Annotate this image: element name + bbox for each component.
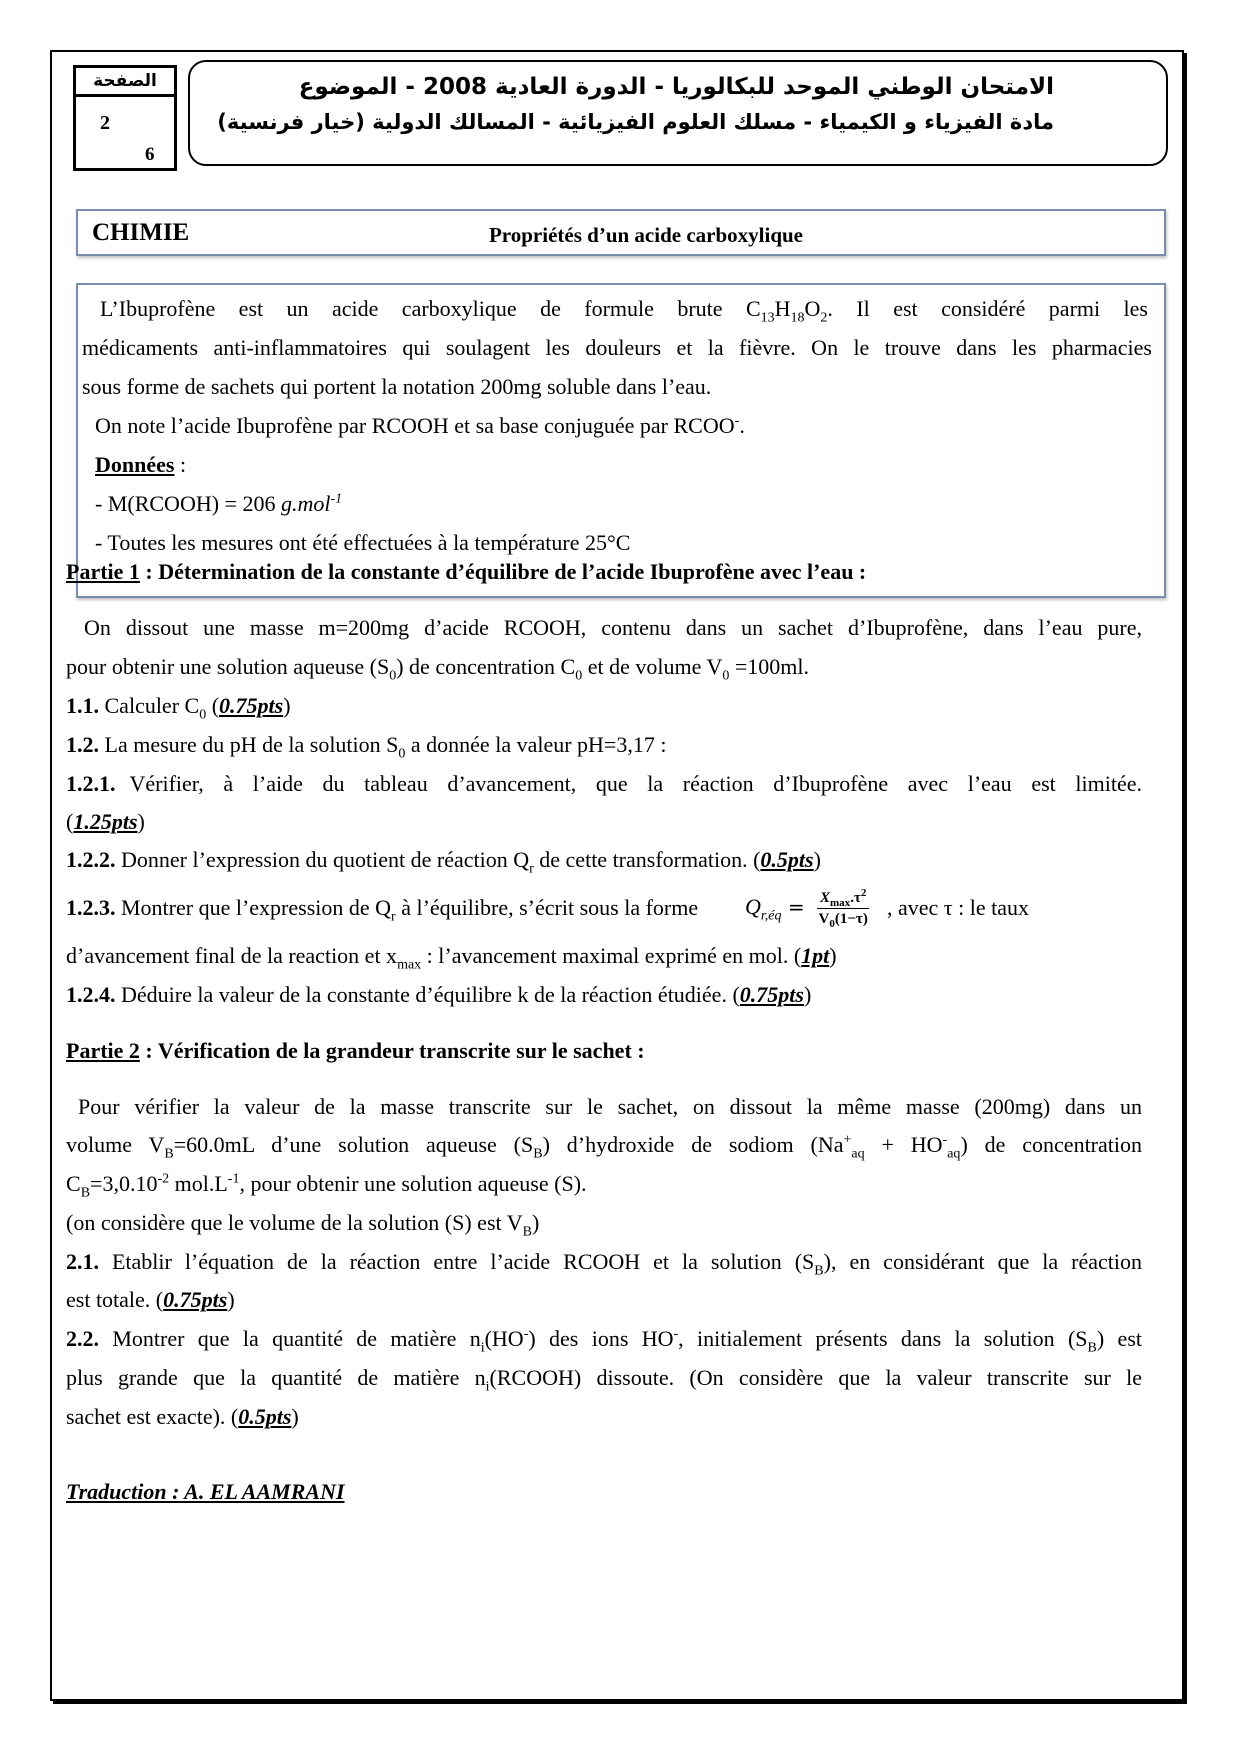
section-subject: CHIMIE [92, 219, 190, 246]
qr-fraction: $\frac{X_{max}.\tau^2}{V_0(1-\tau)}$ [818, 887, 868, 931]
intro-box [76, 283, 1166, 598]
intro-line3: sous forme de sachets qui portent la notation 200mg soluble dans l’eau. [82, 374, 712, 399]
partie1-heading: Partie 1 : Détermination de la constante d’équilibre de l’acide Ibuprofène avec l’eau : [66, 559, 867, 584]
page-label: الصفحة [76, 68, 174, 97]
partie2-text-line2: volume $V_B=60.0mL$ d’une solution aqueuse $(S_B)$ d’hydroxide de sodiom $(Na^+_{aq} + HO^-_{aq})$ de concentration [66, 1132, 1142, 1162]
translation-credit: Traduction : A. EL AAMRANI [66, 1479, 345, 1504]
question-2-1: 2.1. Etablir l’équation de la réaction entre l’acide RCOOH et la solution $(S_B)$, en considérant que la réaction [66, 1249, 1143, 1279]
partie2-text-line3: $C_B=3,0.10^{-2}$ $mol.L^{-1}$, pour obtenir une solution aqueuse (S). [66, 1171, 587, 1201]
question-1-2-4: 1.2.4. Déduire la valeur de la constante d’équilibre k de la réaction étudiée. (0.75pts) [66, 982, 812, 1007]
question-1-2-1: 1.2.1. Vérifier, à l’aide du tableau d’avancement, que la réaction d’Ibuprofène avec l’eau est limitée. [66, 771, 1142, 796]
intro-line4: On note l’acide Ibuprofène par RCOOH et sa base conjuguée par RCOO-. [95, 413, 745, 438]
question-1-1: 1.1. Calculer $C_0$ (0.75pts) [66, 693, 291, 723]
donnee-temperature: - Toutes les mesures ont été effectuées à la température 25°C [95, 530, 631, 555]
page-total: 6 [145, 144, 155, 165]
exam-title-line1: الامتحان الوطني الموحد للبكالوريا - الدورة العادية 2008 - الموضوع [298, 74, 1054, 100]
partie1-text-line1: On dissout une masse m=200mg d’acide RCOOH, contenu dans un sachet d’Ibuprofène, dans l’eau pure, [84, 615, 1142, 640]
question-1-2-3-tail: , avec τ : le taux [887, 895, 1030, 920]
section-title: Propriétés d’un acide carboxylique [488, 223, 803, 247]
question-2-2-line3: sachet est exacte). (0.5pts) [66, 1404, 299, 1429]
question-1-2-1-points: (1.25pts) [66, 809, 145, 834]
exam-title-line2: مادة الفيزياء و الكيمياء - مسلك العلوم الفيزيائية - المسالك الدولية (خيار فرنسية) [217, 110, 1054, 134]
qr-eq-formula: $Q_{r,éq}$ = $\frac{X_{max}.\tau^2}{V_0(1-\tau)}$ [745, 887, 868, 931]
page-number-box [73, 65, 177, 171]
partie2-text-line1: Pour vérifier la valeur de la masse transcrite sur le sachet, on dissout la même masse (200mg) dans un [78, 1094, 1142, 1119]
partie1-text-line2: pour obtenir une solution aqueuse $(S_0)$ de concentration $C_0$ et de volume $V_0 =100ml$. [66, 654, 809, 684]
question-2-2-line2: plus grande que la quantité de matière $n_i(RCOOH)$ dissoute. (On considère que la valeur transcrite sur le [66, 1365, 1142, 1395]
section-header [76, 209, 1166, 256]
question-2-2: 2.2. Montrer que la quantité de matière $n_i(HO^-)$ des ions HO-, initialement présents dans la solution $(S_B)$ est [66, 1326, 1142, 1356]
partie2-heading: Partie 2 : Vérification de la grandeur transcrite sur le sachet : [66, 1038, 645, 1063]
donnee-molar-mass: - M(RCOOH) = 206 g.mol$^{-1}$ [95, 491, 343, 516]
question-2-1-line2: est totale. (0.75pts) [66, 1287, 235, 1312]
question-1-2: 1.2. La mesure du pH de la solution $S_0$ a donnée la valeur pH=3,17 : [66, 732, 667, 762]
donnees-heading: Données : [95, 452, 187, 477]
intro-line1: L’Ibuprofène est un acide carboxylique de formule brute $C_{13}H_{18}O_2$. Il est considéré parmi les [100, 296, 1148, 326]
intro-line2: médicaments anti-inflammatoires qui soulagent les douleurs et la fièvre. On le trouve dans les pharmacies [82, 335, 1152, 360]
question-1-2-3-line2: d’avancement final de la reaction et $x_{max}$ : l’avancement maximal exprimé en mol. (1pt) [66, 943, 837, 973]
question-1-2-2: 1.2.2. Donner l’expression du quotient de réaction $Q_r$ de cette transformation. (0.5pts) [66, 847, 821, 877]
page-number: 2 [100, 112, 110, 134]
exam-title-box [188, 60, 1168, 166]
question-1-2-3: 1.2.3. Montrer que l’expression de $Q_r$ à l’équilibre, s’écrit sous la forme [66, 895, 699, 925]
partie2-text-line4: (on considère que le volume de la solution (S) est $V_B$) [66, 1210, 540, 1240]
